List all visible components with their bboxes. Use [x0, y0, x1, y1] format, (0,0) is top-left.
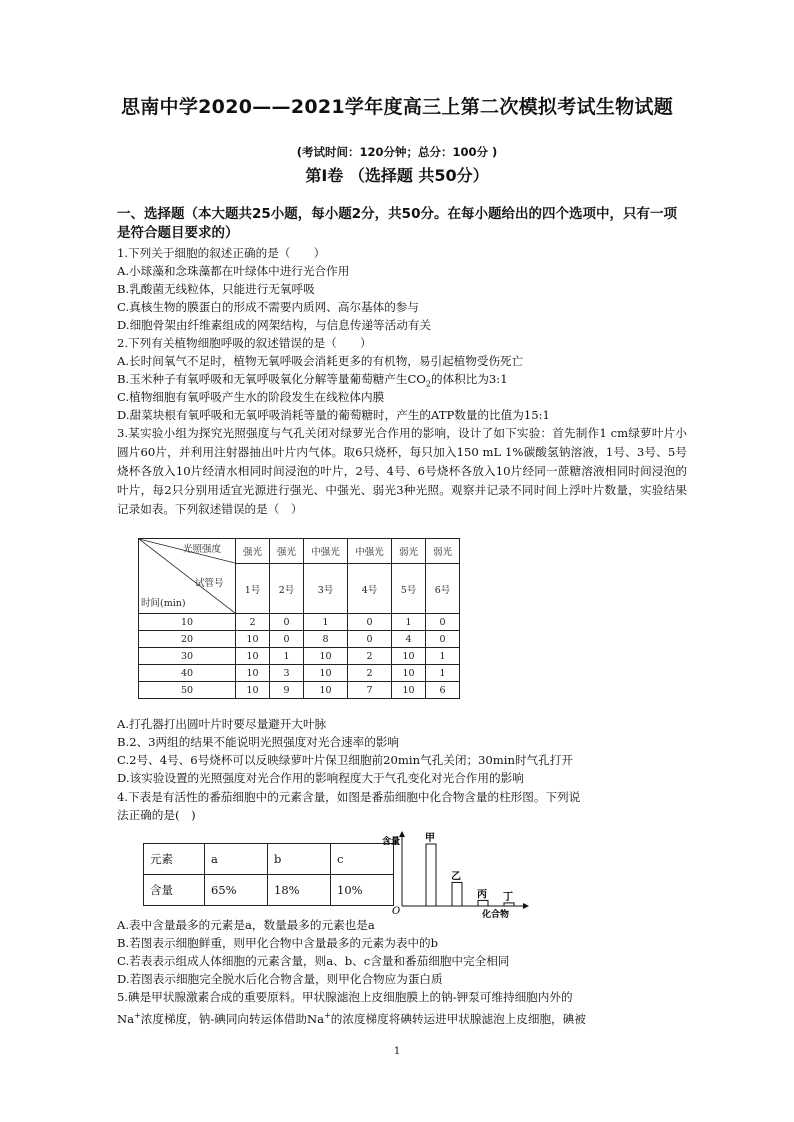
time-cell: 50	[139, 682, 236, 699]
value-cell: 9	[270, 682, 304, 699]
light-cell: 强光	[236, 539, 270, 564]
value-cell: 1	[392, 614, 426, 631]
value-cell: 10	[236, 648, 270, 665]
q3-option-a: A.打孔器打出圆叶片时要尽量避开大叶脉	[117, 717, 327, 731]
value-cell: 10	[392, 665, 426, 682]
value-cell: 0	[426, 631, 460, 648]
q4-option-a: A.表中含量最多的元素是a，数量最多的元素也是a	[117, 918, 375, 932]
bar-丙	[478, 900, 488, 906]
light-cell: 弱光	[392, 539, 426, 564]
q3-option-b: B.2、3两组的结果不能说明光照强度对光合速率的影响	[117, 735, 400, 749]
q1-option-a: A.小球藻和念珠藻都在叶绿体中进行光合作用	[117, 264, 350, 278]
time-cell: 40	[139, 665, 236, 682]
q1-stem: 1.下列关于细胞的叙述正确的是（ ）	[117, 246, 326, 260]
time-cell: 20	[139, 631, 236, 648]
q4-element-table	[143, 843, 394, 906]
q1-option-c: C.真核生物的膜蛋白的形成不需要内质网、高尔基体的参与	[117, 300, 419, 314]
table-row	[139, 665, 460, 682]
q2-option-c: C.植物细胞有氧呼吸产生水的阶段发生在线粒体内膜	[117, 390, 385, 404]
q2-option-d: D.甜菜块根有氧呼吸和无氧呼吸消耗等量的葡萄糖时，产生的ATP数量的比值为15:1	[117, 408, 550, 422]
value-cell: 10	[304, 682, 348, 699]
time-cell: 10	[139, 614, 236, 631]
value-cell: 8	[304, 631, 348, 648]
value-cell: 0	[348, 614, 392, 631]
bar-丁	[504, 903, 514, 906]
table-cell: b	[268, 844, 331, 875]
light-cell: 弱光	[426, 539, 460, 564]
q4-option-b: B.若图表示细胞鲜重，则甲化合物中含量最多的元素为表中的b	[117, 936, 439, 950]
table-cell: a	[205, 844, 268, 875]
value-cell: 0	[270, 614, 304, 631]
light-cell: 中强光	[304, 539, 348, 564]
bar-label: 丙	[477, 889, 487, 901]
table-row	[139, 614, 460, 631]
y-axis-label: 含量	[382, 837, 401, 847]
q3-option-c: C.2号、4号、6号烧杯可以反映绿萝叶片保卫细胞前20min气孔关闭；30min时气孔打开	[117, 753, 573, 767]
value-cell: 10	[236, 631, 270, 648]
tube-cell: 5号	[392, 564, 426, 614]
q5-line2	[117, 1007, 586, 1028]
tube-cell: 1号	[236, 564, 270, 614]
value-cell: 1	[304, 614, 348, 631]
value-cell: 6	[426, 682, 460, 699]
q1-option-b: B.乳酸菌无线粒体，只能进行无氧呼吸	[117, 282, 315, 296]
q2-option-a: A.长时间氧气不足时，植物无氧呼吸会消耗更多的有机物，易引起植物受伤死亡	[117, 354, 524, 368]
diag-label-tube: 试管号	[195, 578, 224, 589]
compound-bar-chart	[380, 826, 530, 918]
table-cell: 65%	[205, 875, 268, 906]
q4-option-c: C.若表表示组成人体细胞的元素含量，则a、b、c含量和番茄细胞中完全相同	[117, 954, 510, 968]
value-cell: 10	[236, 682, 270, 699]
bar-label: 丁	[503, 891, 513, 903]
tube-cell: 6号	[426, 564, 460, 614]
table-cell: 含量	[144, 875, 205, 906]
text-segment: 的浓度梯度将碘转运进甲状腺滤泡上皮细胞，碘被	[330, 1011, 586, 1026]
value-cell: 7	[348, 682, 392, 699]
value-cell: 10	[304, 665, 348, 682]
bar-label: 乙	[451, 871, 461, 883]
value-cell: 10	[392, 648, 426, 665]
origin-label: O	[392, 906, 401, 917]
value-cell: 0	[270, 631, 304, 648]
x-axis-label: 化合物	[482, 910, 510, 918]
bar-乙	[452, 882, 462, 906]
value-cell: 1	[426, 665, 460, 682]
section-heading: 一、选择题（本大题共25小题，每小题2分，共50分。在每小题给出的四个选项中，只有一项是符合题目要求的）	[117, 206, 677, 241]
text-segment: 浓度梯度，钠-碘同向转运体借助Na	[140, 1011, 325, 1026]
tube-cell: 4号	[348, 564, 392, 614]
q1-option-d: D.细胞骨架由纤维素组成的网架结构，与信息传递等活动有关	[117, 318, 432, 332]
q4-stem-line1: 4.下表是有活性的番茄细胞中的元素含量，如图是番茄细胞中化合物含量的柱形图。下列说	[117, 790, 581, 804]
value-cell: 10	[392, 682, 426, 699]
tube-cell: 2号	[270, 564, 304, 614]
q3-results-table	[138, 538, 460, 699]
q2-option-b-post: 的体积比为3:1	[430, 372, 508, 386]
table-cell: 18%	[268, 875, 331, 906]
value-cell: 4	[392, 631, 426, 648]
table-cell: 元素	[144, 844, 205, 875]
diag-label-time: 时间(min)	[141, 598, 186, 609]
superscript-plus: +	[324, 1011, 331, 1020]
value-cell: 0	[348, 631, 392, 648]
bar-group	[425, 832, 514, 906]
value-cell: 2	[348, 665, 392, 682]
diag-label-light: 光照强度	[183, 544, 222, 555]
q3-option-d: D.该实验设置的光照强度对光合作用的影响程度大于气孔变化对光合作用的影响	[117, 771, 524, 785]
q4-stem-line2: 法正确的是( )	[117, 808, 196, 822]
value-cell: 2	[236, 614, 270, 631]
q4-option-d: D.若图表示细胞完全脱水后化合物含量，则甲化合物应为蛋白质	[117, 972, 443, 986]
co2-subscript: 2	[425, 379, 431, 389]
q2-stem: 2.下列有关植物细胞呼吸的叙述错误的是（ ）	[117, 336, 372, 350]
table-row	[139, 648, 460, 665]
table-cell: c	[331, 844, 394, 875]
q5-line1: 5.碘是甲状腺激素合成的重要原料。甲状腺滤泡上皮细胞膜上的钠-钾泵可维持细胞内外的	[117, 990, 573, 1004]
value-cell: 10	[304, 648, 348, 665]
table-cell: 10%	[331, 875, 394, 906]
text-na: Na	[117, 1011, 135, 1026]
q3-stem: 3.某实验小组为探究光照强度与气孔关闭对绿萝光合作用的影响，设计了如下实验：首先制作1 cm绿萝叶片小圆片60片，并利用注射器抽出叶片内气体。取6只烧杯，每只加入150 mL 1%碳酸氢钠溶液，1号、3号、5号烧杯各放入10片经清水相同时间浸泡的叶片，2号、4号、6号烧杯各放入10片经同一蔗糖溶液相同时间浸泡的叶片，每2只分别用适宜光源进行强光、中强光、弱光3种光照。观察并记录不同时间上浮叶片数量，实验结果记录如表。下列叙述错误的是（ ）	[117, 426, 687, 516]
time-cell: 30	[139, 648, 236, 665]
exam-info: (考试时间：120分钟；总分：100分 )	[296, 145, 498, 159]
value-cell: 0	[426, 614, 460, 631]
superscript-plus: +	[134, 1011, 141, 1020]
value-cell: 1	[426, 648, 460, 665]
page-number: 1	[393, 1046, 401, 1057]
q2-option-b-pre: B.玉米种子有氧呼吸和无氧呼吸氧化分解等量葡萄糖产生CO	[117, 372, 426, 386]
light-cell: 中强光	[348, 539, 392, 564]
bar-label: 甲	[425, 833, 435, 844]
value-cell: 3	[270, 665, 304, 682]
part-heading: 第Ⅰ卷 （选择题 共50分）	[305, 166, 489, 185]
page-title: 思南中学2020——2021学年度高三上第二次模拟考试生物试题	[120, 96, 674, 118]
value-cell: 2	[348, 648, 392, 665]
bar-甲	[426, 844, 436, 906]
table-row	[139, 631, 460, 648]
tube-cell: 3号	[304, 564, 348, 614]
table-row	[139, 682, 460, 699]
table-diagonal-header	[139, 539, 236, 614]
value-cell: 10	[236, 665, 270, 682]
value-cell: 1	[270, 648, 304, 665]
light-cell: 强光	[270, 539, 304, 564]
